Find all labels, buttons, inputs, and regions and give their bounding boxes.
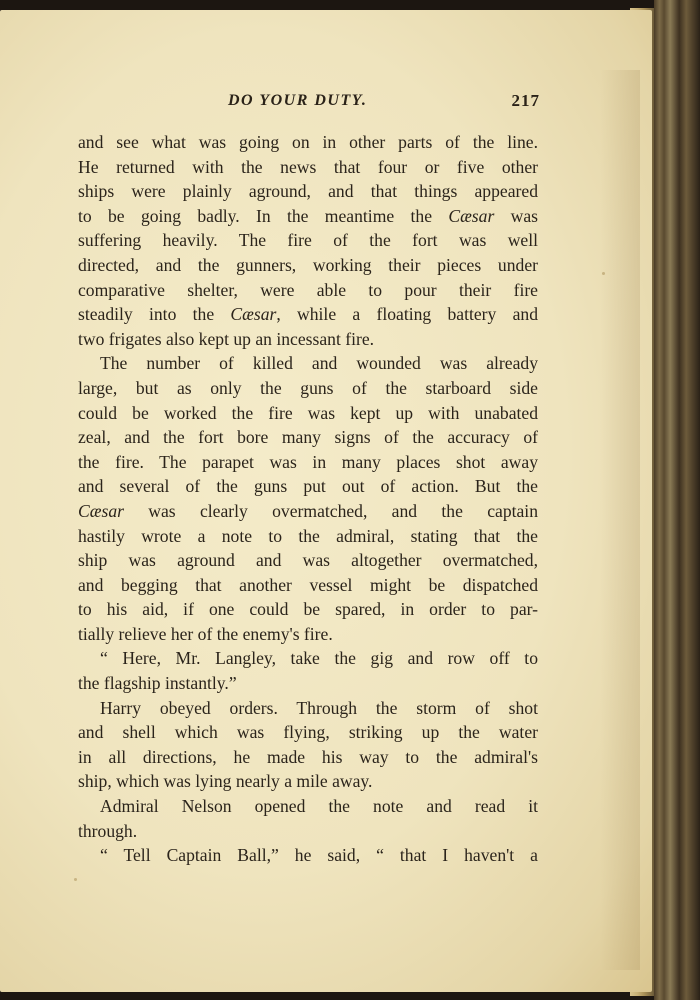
text-line: Admiral Nelson opened the note and read it (100, 796, 538, 817)
page-stain (600, 70, 640, 970)
text-line: to be going badly. In the meantime the Cæsar was (78, 205, 538, 226)
text-line: ship was aground and was altogether overmatched, (78, 550, 538, 571)
body-text (78, 130, 538, 868)
text-line: through. (78, 820, 138, 841)
running-title: DO YOUR DUTY. (228, 92, 368, 109)
paper-speckle (602, 272, 605, 275)
text-line: in all directions, he made his way to the admiral's (78, 746, 538, 767)
text-line: Harry obeyed orders. Through the storm of shot (100, 697, 538, 718)
text-line: could be worked the fire was kept up with unabated (78, 402, 538, 423)
text-line: zeal, and the fort bore many signs of the accuracy of (78, 427, 538, 448)
text-line: directed, and the gunners, working their pieces under (78, 254, 538, 275)
text-line: steadily into the Cæsar, while a floating battery and (78, 304, 538, 325)
text-line: hastily wrote a note to the admiral, stating that the (78, 525, 538, 546)
text-line: The number of killed and wounded was already (100, 353, 538, 374)
text-line: and shell which was flying, striking up the water (78, 722, 538, 743)
text-line: two frigates also kept up an incessant fire. (78, 328, 375, 349)
text-line: the flagship instantly.” (78, 673, 237, 694)
text-line: ships were plainly aground, and that things appeared (78, 181, 538, 202)
text-line: large, but as only the guns of the starboard side (78, 377, 538, 398)
text-line: comparative shelter, were able to pour their fire (78, 279, 538, 300)
text-line: “ Here, Mr. Langley, take the gig and row off to (100, 648, 538, 669)
text-line: and see what was going on in other parts of the line. (78, 132, 538, 152)
text-line: ship, which was lying nearly a mile away. (78, 771, 373, 792)
text-line: “ Tell Captain Ball,” he said, “ that I haven't a (100, 845, 538, 866)
text-line: tially relieve her of the enemy's fire. (78, 623, 333, 644)
text-line: He returned with the news that four or five other (78, 156, 538, 177)
running-head (78, 92, 540, 116)
book-fore-edge (654, 0, 700, 1000)
text-line: Cæsar was clearly overmatched, and the captain (78, 500, 538, 521)
text-line: to his aid, if one could be spared, in order to par- (78, 599, 538, 620)
text-line: the fire. The parapet was in many places shot away (78, 451, 538, 472)
text-line: and several of the guns put out of action. But the (78, 476, 538, 497)
paper-speckle (74, 878, 77, 881)
text-line: and begging that another vessel might be dispatched (78, 574, 538, 595)
text-line: suffering heavily. The fire of the fort was well (78, 230, 538, 251)
page-number: 217 (511, 91, 540, 110)
